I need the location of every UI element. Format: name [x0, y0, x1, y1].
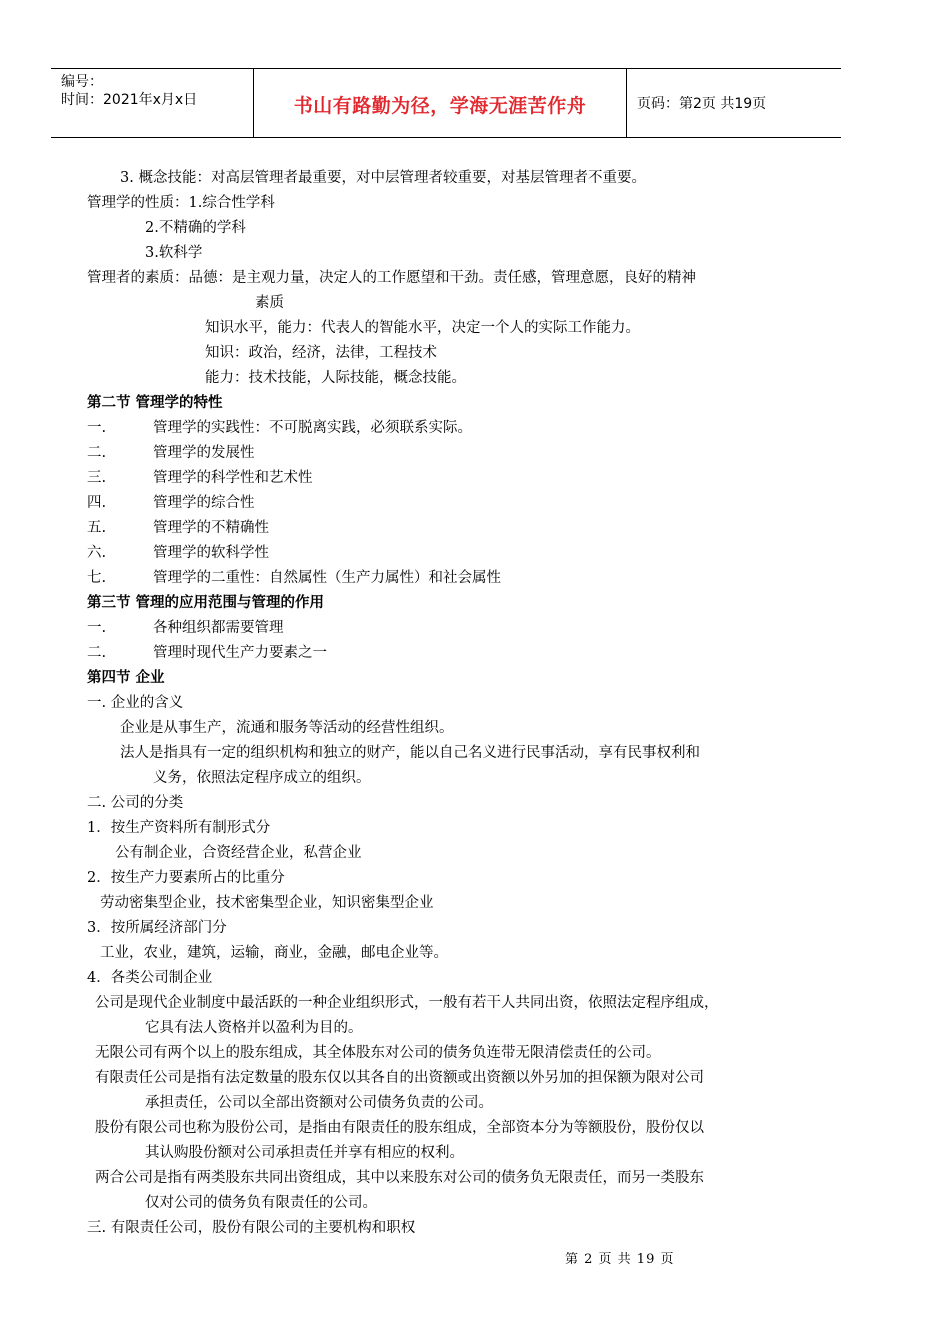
section-heading: 第四节 企业	[87, 669, 165, 686]
motto-text: 书山有路勤为径，学海无涯苦作舟	[293, 95, 587, 117]
text-line: 知识水平，能力：代表人的智能水平，决定一个人的实际工作能力。	[205, 320, 640, 336]
text-line: 知识：政治，经济，法律，工程技术	[205, 345, 437, 361]
item-number: 二.	[87, 445, 107, 461]
list-item	[87, 418, 472, 438]
header-page-cell	[627, 69, 841, 137]
item-number: 一.	[87, 420, 107, 436]
serial-label: 编号：	[61, 74, 103, 90]
item-number: 四.	[87, 495, 107, 511]
item-text: 管理学的不精确性	[153, 520, 269, 536]
text-line: 管理学的性质：1.综合性学科	[87, 195, 275, 211]
text-line: 它具有法人资格并以盈利为目的。	[145, 1020, 363, 1036]
text-line: 承担责任，公司以全部出资额对公司债务负责的公司。	[145, 1095, 493, 1111]
list-item	[87, 518, 269, 538]
text-line: 有限责任公司是指有法定数量的股东仅以其各自的出资额或出资额以外另加的担保额为限对公司	[95, 1070, 704, 1086]
list-item	[87, 618, 284, 638]
text-line: 1．按生产资料所有制形式分	[87, 820, 271, 836]
list-item	[87, 493, 255, 513]
item-number: 二.	[87, 645, 107, 661]
text-line: 二. 公司的分类	[87, 795, 184, 811]
text-line: 无限公司有两个以上的股东组成，其全体股东对公司的债务负连带无限清偿责任的公司。	[95, 1045, 661, 1061]
text-line: 公有制企业，合资经营企业，私营企业	[115, 845, 362, 861]
list-item	[87, 568, 501, 588]
list-item	[87, 443, 255, 463]
text-line: 三. 有限责任公司，股份有限公司的主要机构和职权	[87, 1220, 416, 1236]
list-item	[87, 468, 313, 488]
item-number: 三.	[87, 470, 107, 486]
item-text: 各种组织都需要管理	[153, 620, 284, 636]
text-line: 义务，依照法定程序成立的组织。	[153, 770, 371, 786]
text-line: 管理者的素质：品德：是主观力量，决定人的工作愿望和干劲。责任感，管理意愿，良好的精神	[87, 270, 696, 286]
page-number-label: 页码：第2页 共19页	[637, 96, 767, 112]
text-line: 两合公司是指有两类股东共同出资组成，其中以来股东对公司的债务负无限责任，而另一类股东	[95, 1170, 704, 1186]
text-line: 公司是现代企业制度中最活跃的一种企业组织形式，一般有若干人共同出资，依照法定程序组成，	[95, 995, 719, 1011]
text-line: 2.不精确的学科	[145, 220, 246, 236]
page-footer: 第 2 页 共 19 页	[565, 1252, 675, 1267]
text-line: 仅对公司的债务负有限责任的公司。	[145, 1195, 377, 1211]
text-line: 4．各类公司制企业	[87, 970, 213, 986]
item-number: 七.	[87, 570, 107, 586]
text-line: 一. 企业的含义	[87, 695, 184, 711]
list-item	[87, 643, 327, 663]
item-text: 管理学的科学性和艺术性	[153, 470, 313, 486]
text-line: 3.软科学	[145, 245, 203, 261]
item-text: 管理学的软科学性	[153, 545, 269, 561]
text-line: 工业，农业，建筑，运输，商业，金融，邮电企业等。	[100, 945, 448, 961]
item-number: 六.	[87, 545, 107, 561]
item-text: 管理学的发展性	[153, 445, 255, 461]
text-line: 企业是从事生产，流通和服务等活动的经营性组织。	[120, 720, 454, 736]
text-line: 其认购股份额对公司承担责任并享有相应的权利。	[145, 1145, 464, 1161]
header-motto-cell	[254, 69, 627, 137]
time-label: 时间：2021年x月x日	[61, 92, 198, 108]
section-heading: 第三节 管理的应用范围与管理的作用	[87, 594, 325, 611]
text-line: 3. 概念技能：对高层管理者最重要，对中层管理者较重要，对基层管理者不重要。	[120, 170, 646, 186]
section-heading: 第二节 管理学的特性	[87, 394, 223, 411]
item-text: 管理学的实践性：不可脱离实践，必须联系实际。	[153, 420, 472, 436]
item-text: 管理学的综合性	[153, 495, 255, 511]
text-line: 素质	[255, 295, 284, 311]
text-line: 股份有限公司也称为股份公司，是指由有限责任的股东组成，全部资本分为等额股份，股份仅以	[95, 1120, 704, 1136]
text-line: 2．按生产力要素所占的比重分	[87, 870, 285, 886]
item-number: 一.	[87, 620, 107, 636]
item-text: 管理时现代生产力要素之一	[153, 645, 327, 661]
item-text: 管理学的二重性：自然属性（生产力属性）和社会属性	[153, 570, 501, 586]
header-meta-cell	[51, 69, 254, 137]
text-line: 法人是指具有一定的组织机构和独立的财产，能以自己名义进行民事活动，享有民事权利和	[120, 745, 700, 761]
text-line: 能力：技术技能，人际技能，概念技能。	[205, 370, 466, 386]
list-item	[87, 543, 269, 563]
item-number: 五.	[87, 520, 107, 536]
text-line: 劳动密集型企业，技术密集型企业，知识密集型企业	[100, 895, 434, 911]
text-line: 3．按所属经济部门分	[87, 920, 227, 936]
document-header	[51, 68, 841, 138]
